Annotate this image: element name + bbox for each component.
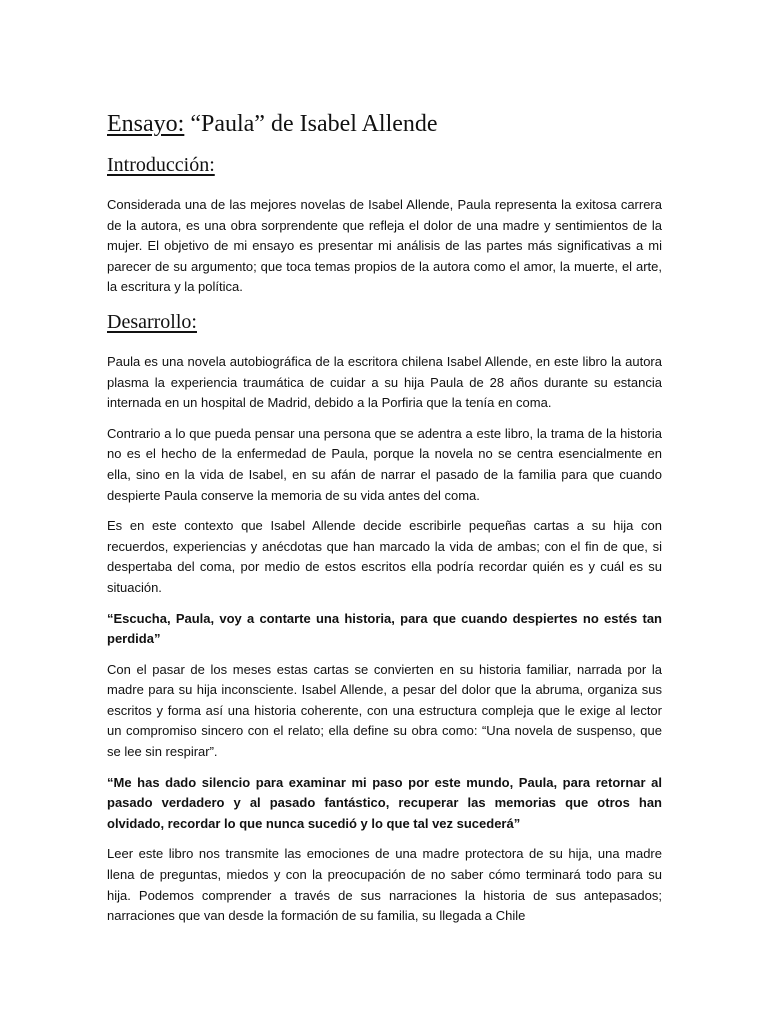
quote-1: “Escucha, Paula, voy a contarte una historia, para que cuando despiertes no estés tan perdida” [107,610,662,647]
body-paragraph-4: Con el pasar de los meses estas cartas se convierten en su historia familiar, narrada por la madre para su hija inconsciente. Isabel Allende, a pesar del dolor que la abruma, organiza sus escritos y forma así una historia coherente, con una estructura compleja que le exige al lector un compromiso sincero con el relato; ella define su obra como: “Una novela de suspenso, que se lee sin respirar”. [107,661,662,760]
body-paragraph-2: Contrario a lo que pueda pensar una persona que se adentra a este libro, la trama de la historia no es el hecho de la enfermedad de Paula, porque la novela no se centra esencialmente en ella, sino en la vida de Isabel, en su afán de narrar el pasado de la familia para que cuando despierte Paula conserve la memoria de su vida antes del coma. [107,425,662,503]
intro-paragraph: Considerada una de las mejores novelas de Isabel Allende, Paula representa la exitosa carrera de la autora, es una obra sorprendente que refleja el dolor de una madre y sentimientos de la mujer. El objetivo de mi ensayo es presentar mi análisis de las partes más significativas a mi parecer de su argumento; que toca temas propios de la autora como el amor, la muerte, el arte, la escritura y la política. [107,197,662,295]
document-title [107,107,662,141]
document-page [107,107,662,937]
development-heading-wrap [107,308,662,346]
quote-2: “Me has dado silencio para examinar mi paso por este mundo, Paula, para retornar al pasado verdadero y al pasado fantástico, recuperar las memorias que otros han olvidado, recordar lo que nunca sucedió y lo que tal vez sucederá” [107,774,662,831]
intro-heading: Introducción: [107,154,215,176]
body-paragraph-1: Paula es una novela autobiográfica de la escritora chilena Isabel Allende, en este libro la autora plasma la experiencia traumática de cuidar a su hija Paula de 28 años durante su estancia internada en un hospital de Madrid, debido a la Porfiria que la tenía en coma. [107,353,662,411]
body-paragraph-5: Leer este libro nos transmite las emociones de una madre protectora de su hija, una madre llena de preguntas, miedos y con la preocupación de no saber cómo terminará todo para su hija. Podemos comprender a través de sus narraciones la historia de sus antepasados; narraciones que van desde la formación de su familia, su llegada a Chile [107,846,662,924]
intro-heading-wrap [107,151,662,189]
title-lead: Ensayo: [107,111,185,137]
title-subject: “Paula” de Isabel Allende [190,111,438,137]
development-heading: Desarrollo: [107,310,197,333]
body-paragraph-3: Es en este contexto que Isabel Allende decide escribirle pequeñas cartas a su hija con recuerdos, experiencias y anécdotas que han marcado la vida de ambas; con el fin de que, si despertaba del coma, por medio de estos escritos ella podría recordar quién es y cuál es su situación. [107,518,662,595]
